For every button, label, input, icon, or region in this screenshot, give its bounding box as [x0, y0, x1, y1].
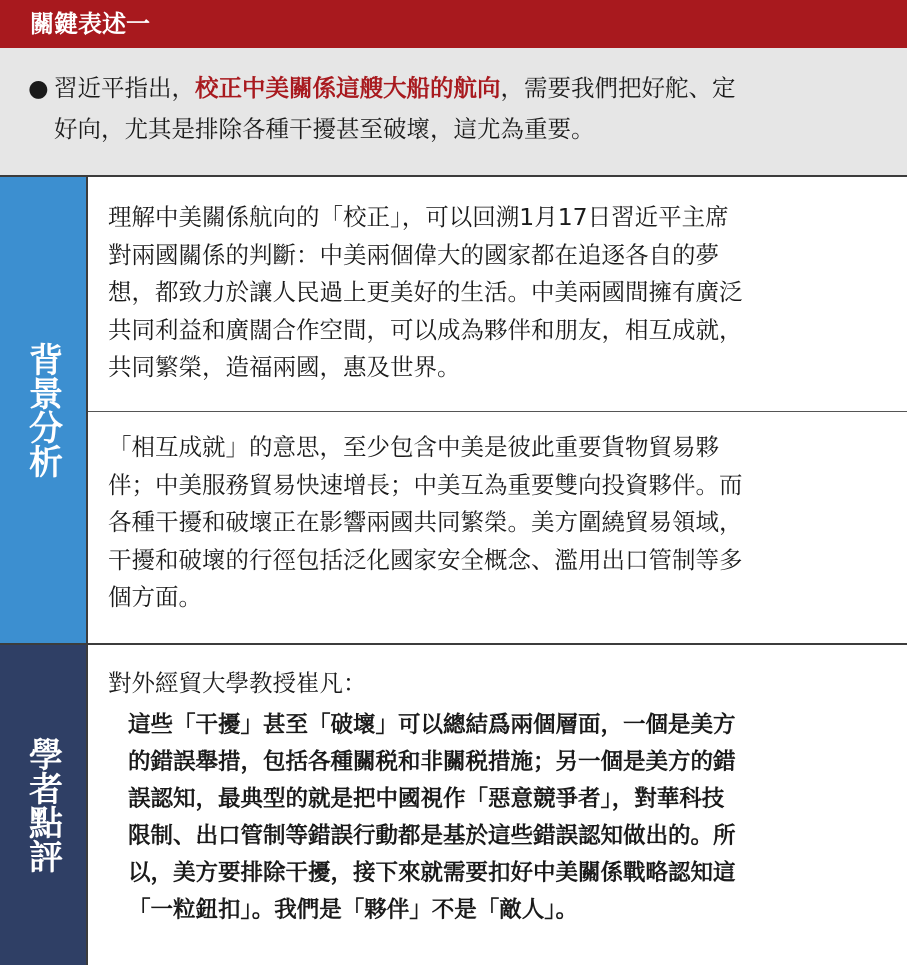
background-paragraph-1 [88, 199, 907, 387]
text-line: 干擾和破壞的行徑包括泛化國家安全概念、濫用出口管制等多 [108, 545, 743, 574]
quote-line: 「一粒鈕扣」。我們是「夥伴」不是「敵人」。 [128, 897, 579, 923]
section-title: 關鍵表述一 [30, 10, 150, 38]
text-line: 共同利益和廣闊合作空間，可以成為夥伴和朋友，相互成就， [108, 315, 743, 344]
key-statement-line-1 [28, 68, 883, 109]
paragraph-divider [88, 411, 907, 412]
text-line: 個方面。 [108, 583, 202, 611]
text-line: 對兩國關係的判斷：中美兩個偉大的國家都在追逐各自的夢 [108, 240, 719, 269]
scholar-comment-content [86, 645, 907, 965]
quote-line: 這些「干擾」甚至「破壞」可以總結爲兩個層面，一個是美方 [128, 712, 736, 738]
text-line: 想，都致力於讓人民過上更美好的生活。中美兩國間擁有廣泛 [108, 278, 743, 306]
quote-line: 誤認知，最典型的就是把中國視作「惡意競爭者」，對華科技 [128, 786, 725, 812]
scholar-comment-label: 學者點評 [22, 737, 63, 873]
bullet-icon: ● [28, 74, 49, 102]
scholar-comment-section [0, 645, 907, 965]
background-analysis-label-block [0, 177, 86, 643]
key-statement-prefix: 習近平指出， [54, 74, 195, 102]
quote-line: 的錯誤舉措，包括各種關税和非關税措施；另一個是美方的錯 [128, 749, 736, 775]
scholar-comment-label-block [0, 645, 86, 965]
key-statement-suffix: ，需要我們把好舵、定 [500, 74, 736, 102]
text-line: 「相互成就」的意思，至少包含中美是彼此重要貨物貿易夥 [108, 433, 719, 461]
key-statement-box [0, 48, 907, 175]
key-statement-line-2: 好向，尤其是排除各種干擾甚至破壞，這尤為重要。 [54, 115, 595, 143]
text-line: 各種干擾和破壞正在影響兩國共同繁榮。美方圍繞貿易領域， [108, 508, 743, 536]
scholar-quote [88, 707, 907, 929]
quote-line: 限制、出口管制等錯誤行動都是基於這些錯誤認知做出的。所 [128, 823, 736, 849]
quote-line: 以，美方要排除干擾，接下來就需要扣好中美關係戰略認知這 [128, 860, 736, 886]
text-line: 共同繁榮，造福兩國，惠及世界。 [108, 353, 461, 381]
key-statement-highlight: 校正中美關係這艘大船的航向 [195, 74, 501, 102]
background-analysis-label: 背景分析 [22, 342, 63, 478]
text-line: 伴；中美服務貿易快速增長；中美互為重要雙向投資夥伴。而 [108, 470, 743, 499]
background-analysis-section [0, 175, 907, 645]
background-paragraph-2 [88, 429, 907, 617]
text-line: 理解中美關係航向的「校正」，可以回溯1月17日習近平主席 [108, 203, 729, 231]
background-analysis-content [86, 177, 907, 643]
scholar-speaker: 對外經貿大學教授崔凡： [108, 669, 367, 697]
section-title-bar [0, 0, 907, 48]
